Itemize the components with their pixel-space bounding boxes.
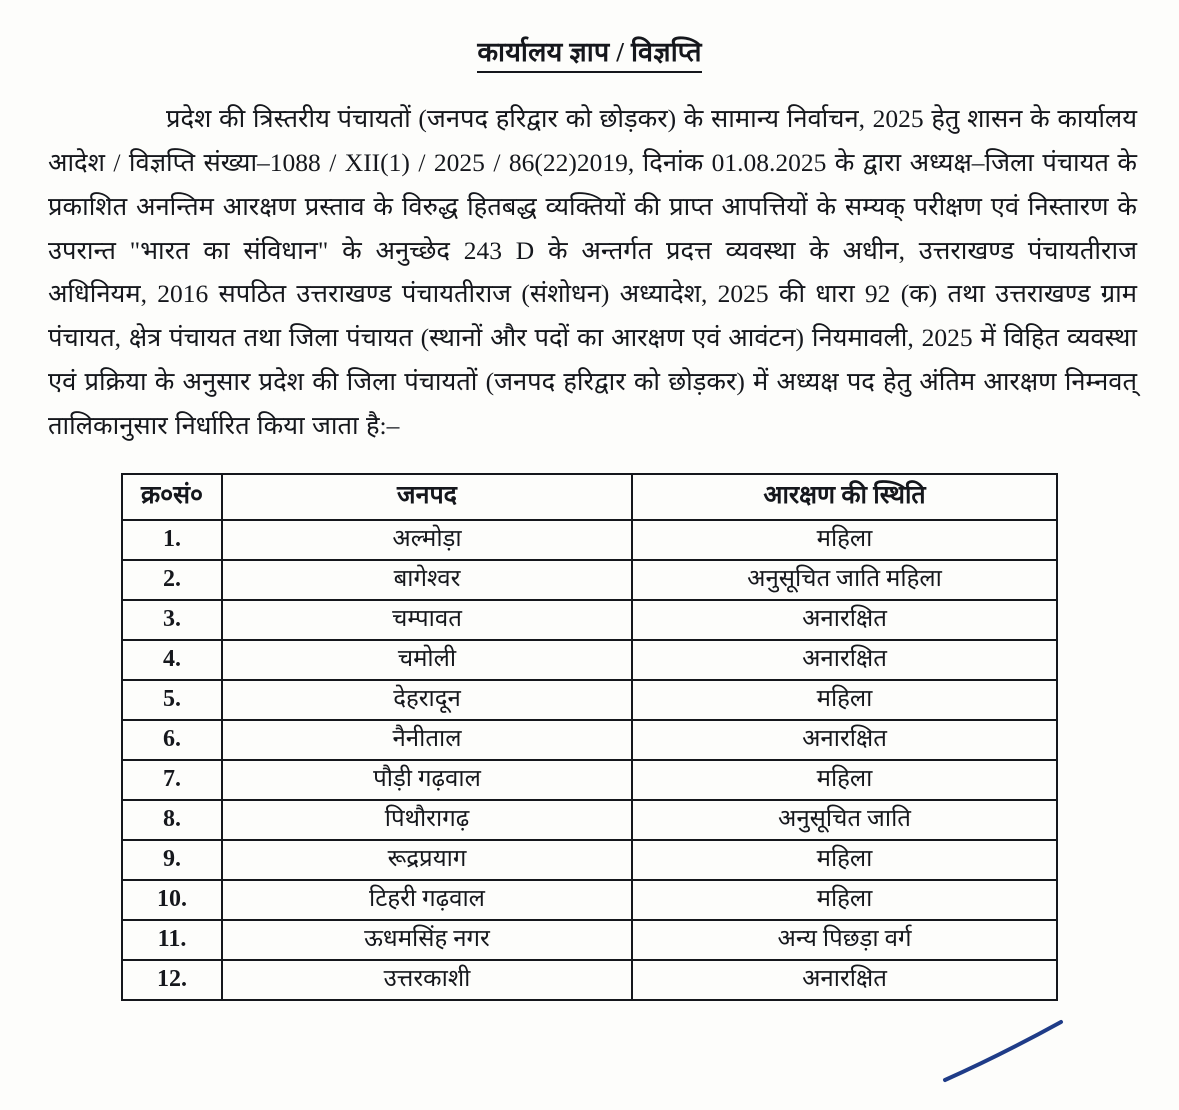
cell-serial: 5. [122,680,222,720]
cell-status: अनारक्षित [632,720,1057,760]
cell-status: महिला [632,760,1057,800]
cell-district: पौड़ी गढ़वाल [222,760,632,800]
cell-status: अनुसूचित जाति महिला [632,560,1057,600]
table-row [122,960,1057,1000]
table-row [122,840,1057,880]
cell-serial: 10. [122,880,222,920]
column-header-serial: क्र०सं० [122,474,222,519]
table-row [122,720,1057,760]
table-row [122,920,1057,960]
cell-status: अनुसूचित जाति [632,800,1057,840]
cell-status: महिला [632,520,1057,560]
table-row [122,680,1057,720]
reservation-table [121,473,1058,1000]
table-row [122,600,1057,640]
cell-serial: 1. [122,520,222,560]
cell-district: देहरादून [222,680,632,720]
cell-serial: 4. [122,640,222,680]
cell-district: चमोली [222,640,632,680]
cell-status: अनारक्षित [632,640,1057,680]
order-paragraph [30,97,1149,448]
cell-district: पिथौरागढ़ [222,800,632,840]
cell-serial: 7. [122,760,222,800]
table-row [122,640,1057,680]
cell-status: महिला [632,680,1057,720]
cell-status: महिला [632,880,1057,920]
order-paragraph-text: प्रदेश की त्रिस्तरीय पंचायतों (जनपद हरिद्वार को छोड़कर) के सामान्य निर्वाचन, 2025 हेतु शासन के कार्यालय आदेश / विज्ञप्ति संख्या–1088 / XII(1) / 2025 / 86(22)2019, दिनांक 01.08.2025 के द्वारा अध्यक्ष–जिला पंचायत के प्रकाशित अनन्तिम आरक्षण प्रस्ताव के विरुद्ध हितबद्ध व्यक्तियों की प्राप्त आपत्तियों के सम्यक् परीक्षण एवं निस्तारण के उपरान्त "भारत का संविधान" के अनुच्छेद 243 D के अन्तर्गत प्रदत्त व्यवस्था के अधीन, उत्तराखण्ड पंचायतीराज अधिनियम, 2016 सपठित उत्तराखण्ड पंचायतीराज (संशोधन) अध्यादेश, 2025 की धारा 92 (क) तथा उत्तराखण्ड ग्राम पंचायत, क्षेत्र पंचायत तथा जिला पंचायत (स्थानों और पदों का आरक्षण एवं आवंटन) नियमावली, 2025 में विहित व्यवस्था एवं प्रक्रिया के अनुसार प्रदेश की जिला पंचायतों (जनपद हरिद्वार को छोड़कर) में अध्यक्ष पद हेतु अंतिम आरक्षण निम्नवत् तालिकानुसार निर्धारित किया जाता है:– [48,104,1137,441]
cell-status: अन्य पिछड़ा वर्ग [632,920,1057,960]
cell-serial: 3. [122,600,222,640]
table-row [122,560,1057,600]
column-header-status: आरक्षण की स्थिति [632,474,1057,519]
column-header-district: जनपद [222,474,632,519]
cell-status: अनारक्षित [632,600,1057,640]
cell-status: अनारक्षित [632,960,1057,1000]
cell-district: ऊधमसिंह नगर [222,920,632,960]
cell-district: रूद्रप्रयाग [222,840,632,880]
cell-serial: 9. [122,840,222,880]
page-title-text: कार्यालय ज्ञाप / विज्ञप्ति [477,32,701,73]
cell-status: महिला [632,840,1057,880]
cell-district: टिहरी गढ़वाल [222,880,632,920]
cell-serial: 8. [122,800,222,840]
cell-serial: 12. [122,960,222,1000]
signature-mark [941,1018,1091,1088]
table-header-row [122,474,1057,519]
table-row [122,880,1057,920]
page-title [30,32,1149,75]
cell-district: अल्मोड़ा [222,520,632,560]
table-row [122,760,1057,800]
cell-serial: 2. [122,560,222,600]
cell-district: बागेश्वर [222,560,632,600]
table-row [122,800,1057,840]
table-row [122,520,1057,560]
cell-serial: 11. [122,920,222,960]
cell-district: नैनीताल [222,720,632,760]
cell-district: उत्तरकाशी [222,960,632,1000]
cell-serial: 6. [122,720,222,760]
cell-district: चम्पावत [222,600,632,640]
